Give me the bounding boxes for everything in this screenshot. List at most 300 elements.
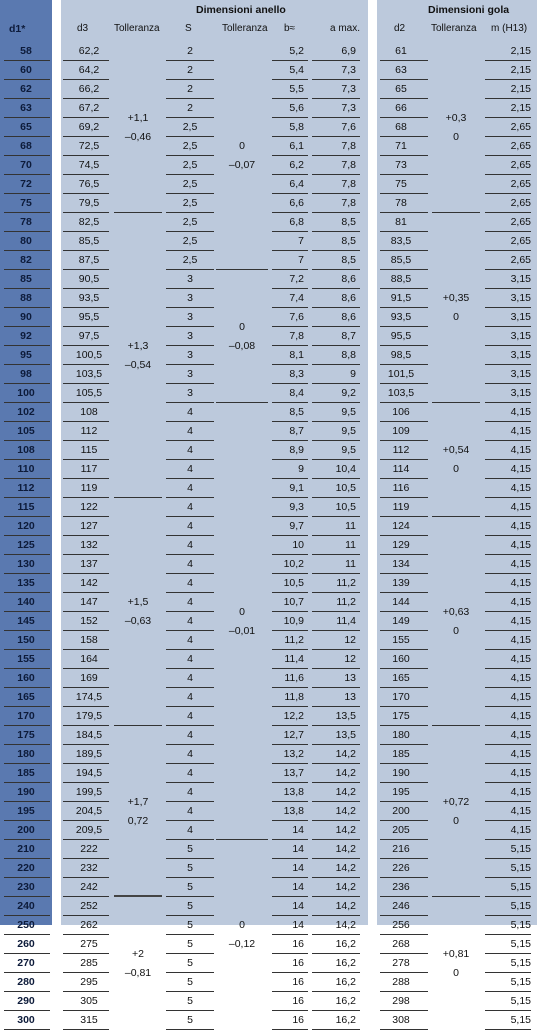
m-cell: 3,15: [510, 311, 531, 323]
a-cell: 9: [350, 368, 356, 380]
d1-cell: 100: [17, 387, 35, 399]
table-row: [0, 650, 537, 669]
d3-cell: 67,2: [78, 102, 100, 114]
b-cell: 5,8: [289, 121, 304, 133]
b-cell: 11,2: [284, 634, 304, 646]
a-cell: 9,5: [341, 406, 356, 418]
b-cell: 8,5: [289, 406, 304, 418]
s-cell: 3: [187, 292, 193, 304]
a-cell: 7,6: [341, 121, 356, 133]
d3-cell: 62,2: [78, 45, 100, 57]
d1-cell: 110: [17, 463, 35, 475]
d1-cell: 72: [20, 178, 32, 190]
a-cell: 7,3: [341, 83, 356, 95]
d2-cell: 85,5: [390, 254, 412, 266]
ring-s-tolerance-plus: 0: [239, 140, 245, 152]
b-cell: 14: [292, 843, 304, 855]
table-row: [0, 194, 537, 213]
table-row: [0, 574, 537, 593]
s-cell: 5: [187, 957, 193, 969]
s-cell: 4: [187, 615, 193, 627]
d1-cell: 80: [20, 235, 32, 247]
s-cell: 4: [187, 444, 193, 456]
d3-cell: 64,2: [78, 64, 100, 76]
s-cell: 2,5: [182, 140, 198, 152]
d1-cell: 78: [20, 216, 32, 228]
d2-cell: 78: [395, 197, 407, 209]
b-cell: 8,7: [289, 425, 304, 437]
table-row: [0, 175, 537, 194]
d3-tolerance-group-separator: [114, 725, 162, 726]
d1-cell: 92: [20, 330, 32, 342]
table-row: [0, 897, 537, 916]
a-cell: 8,5: [341, 235, 356, 247]
m-cell: 2,65: [510, 121, 531, 133]
ring-s-tolerance-group-separator: [216, 269, 268, 270]
d1-cell: 165: [17, 691, 35, 703]
b-cell: 5,5: [289, 83, 304, 95]
s-cell: 4: [187, 634, 193, 646]
m-cell: 4,15: [510, 539, 531, 551]
d3-cell: 209,5: [75, 824, 103, 836]
a-cell: 14,2: [335, 881, 356, 893]
d2-tolerance-plus: +0,63: [442, 605, 470, 618]
d3-cell: 222: [80, 843, 98, 855]
s-cell: 4: [187, 672, 193, 684]
d1-cell: 175: [17, 729, 35, 741]
s-cell: 4: [187, 520, 193, 532]
d2-cell: 170: [392, 691, 410, 703]
d3-cell: 72,5: [78, 140, 100, 152]
m-cell: 4,15: [510, 786, 531, 798]
m-cell: 4,15: [510, 805, 531, 817]
a-cell: 11: [345, 520, 356, 532]
m-cell: 2,15: [510, 83, 531, 95]
a-cell: 16,2: [335, 1014, 356, 1026]
s-cell: 4: [187, 710, 193, 722]
d1-cell: 185: [17, 767, 35, 779]
a-cell: 14,2: [335, 862, 356, 874]
a-cell: 9,2: [341, 387, 356, 399]
s-cell: 3: [187, 387, 193, 399]
a-cell: 16,2: [335, 938, 356, 950]
d1-cell: 190: [17, 786, 35, 798]
d3-cell: 152: [80, 615, 98, 627]
b-cell: 7,2: [289, 273, 304, 285]
m-cell: 2,65: [510, 216, 531, 228]
d1-cell: 112: [17, 482, 35, 494]
ring-s-tolerance-group-separator: [216, 839, 268, 840]
d2-cell: 124: [392, 520, 410, 532]
a-cell: 10,5: [335, 482, 356, 494]
d1-cell: 95: [20, 349, 32, 361]
d1-cell: 140: [17, 596, 35, 608]
d1-cell: 260: [17, 938, 35, 950]
d1-cell: 290: [17, 995, 35, 1007]
d1-cell: 180: [17, 748, 35, 760]
table-row: [0, 61, 537, 80]
m-cell: 4,15: [510, 406, 531, 418]
d3-tolerance-plus: +1,7: [127, 795, 149, 808]
d3-cell: 174,5: [75, 691, 103, 703]
b-cell: 10,5: [283, 577, 304, 589]
d2-cell: 195: [392, 786, 410, 798]
d2-tolerance-plus: +0,54: [442, 444, 470, 456]
d3-cell: 90,5: [78, 273, 100, 285]
d1-cell: 58: [20, 45, 32, 57]
s-cell: 4: [187, 577, 193, 589]
d2-tolerance-group-separator: [432, 725, 480, 726]
a-cell: 13: [344, 672, 356, 684]
b-cell: 16: [292, 938, 304, 950]
s-cell: 5: [187, 919, 193, 931]
a-cell: 14,2: [335, 786, 356, 798]
d2-cell: 106: [392, 406, 410, 418]
d2-cell: 216: [392, 843, 410, 855]
d3-cell: 194,5: [75, 767, 103, 779]
b-cell: 8,4: [289, 387, 304, 399]
ring-s-tolerance-plus: 0: [239, 919, 245, 931]
s-cell: 5: [187, 881, 193, 893]
d3-cell: 184,5: [75, 729, 103, 741]
m-cell: 5,15: [510, 862, 531, 874]
d2-cell: 268: [392, 938, 410, 950]
d1-cell: 125: [17, 539, 35, 551]
m-cell: 2,65: [510, 235, 531, 247]
m-cell: 4,15: [510, 748, 531, 760]
d2-tolerance-group-separator: [432, 896, 480, 897]
d2-cell: 95,5: [390, 330, 412, 342]
section-rule: [114, 895, 162, 897]
table-row: [0, 498, 537, 517]
b-cell: 7: [298, 254, 304, 266]
d3-cell: 66,2: [78, 83, 100, 95]
m-cell: 3,15: [510, 273, 531, 285]
b-cell: 11,6: [284, 672, 304, 684]
d3-cell: 85,5: [78, 235, 100, 247]
m-cell: 5,15: [510, 995, 531, 1007]
table-row: [0, 992, 537, 1011]
d1-cell: 82: [20, 254, 32, 266]
ring-s-tolerance-minus: –0,08: [228, 339, 256, 352]
s-cell: 4: [187, 653, 193, 665]
ring-s-tolerance-minus: –0,01: [228, 624, 256, 637]
d1-cell: 85: [20, 273, 32, 285]
d2-cell: 81: [395, 216, 407, 228]
m-cell: 5,15: [510, 919, 531, 931]
m-cell: 5,15: [510, 957, 531, 969]
d1-cell: 230: [17, 881, 35, 893]
d2-tolerance-plus: +0,35: [442, 292, 470, 304]
table-row: [0, 878, 537, 897]
s-cell: 3: [187, 311, 193, 323]
d3-tolerance-plus: +1,3: [127, 339, 149, 352]
m-cell: 5,15: [510, 900, 531, 912]
d3-cell: 189,5: [75, 748, 103, 760]
d1-cell: 63: [20, 102, 32, 114]
d1-cell: 115: [17, 501, 35, 513]
a-cell: 14,2: [335, 843, 356, 855]
d2-cell: 160: [392, 653, 410, 665]
a-cell: 8,5: [341, 254, 356, 266]
d3-cell: 147: [80, 596, 98, 608]
d3-tolerance-group-separator: [114, 497, 162, 498]
ring-dimensions-header: Dimensioni anello: [196, 4, 286, 16]
m-cell: 5,15: [510, 1014, 531, 1026]
a-cell: 13,5: [335, 710, 356, 722]
m-cell: 2,65: [510, 178, 531, 190]
d2-cell: 175: [392, 710, 410, 722]
m-cell: 2,65: [510, 254, 531, 266]
a-cell: 11: [345, 558, 356, 570]
a-cell: 7,8: [341, 197, 356, 209]
d2-tolerance-minus: 0: [453, 966, 459, 979]
m-cell: 5,15: [510, 938, 531, 950]
d2-cell: 205: [392, 824, 410, 836]
b-cell: 7,6: [289, 311, 304, 323]
d3-cell: 132: [80, 539, 98, 551]
a-cell: 14,2: [335, 824, 356, 836]
d3-tolerance-minus: –0,46: [124, 130, 152, 143]
d3-cell: 169: [80, 672, 98, 684]
d2-cell: 149: [392, 615, 410, 627]
d2-tolerance-minus: 0: [453, 130, 459, 143]
a-cell: 7,3: [341, 102, 356, 114]
d2-tolerance-minus: 0: [453, 463, 459, 475]
s-cell: 4: [187, 786, 193, 798]
d3-cell: 305: [80, 995, 98, 1007]
d2-cell: 226: [392, 862, 410, 874]
d2-cell: 101,5: [387, 368, 415, 380]
d3-cell: 117: [80, 463, 98, 475]
b-cell: 9,1: [289, 482, 304, 494]
m-cell: 2,15: [510, 102, 531, 114]
s-cell: 2,5: [182, 121, 198, 133]
d3-cell: 87,5: [78, 254, 100, 266]
b-cell: 13,2: [283, 748, 304, 760]
b-cell: 7,8: [289, 330, 304, 342]
d3-cell: 179,5: [75, 710, 103, 722]
d1-column-header: d1*: [9, 23, 26, 35]
b-cell: 13,7: [283, 767, 304, 779]
m-cell: 3,15: [510, 349, 531, 361]
b-cell: 13,8: [283, 805, 304, 817]
d3-cell: 76,5: [78, 178, 100, 190]
table-row: [0, 213, 537, 232]
d2-cell: 63: [395, 64, 407, 76]
s-cell: 4: [187, 805, 193, 817]
d1-cell: 135: [17, 577, 35, 589]
b-cell: 14: [292, 862, 304, 874]
d2-cell: 83,5: [390, 235, 412, 247]
m-cell: 3,15: [510, 368, 531, 380]
d3-column-header: d3: [77, 23, 89, 34]
d3-cell: 275: [80, 938, 98, 950]
d3-cell: 232: [80, 862, 98, 874]
table-row: [0, 42, 537, 61]
d1-cell: 220: [17, 862, 35, 874]
d3-cell: 115: [80, 444, 98, 456]
d3-tolerance-header: Tolleranza: [114, 23, 160, 34]
table-row: [0, 840, 537, 859]
d2-cell: 139: [392, 577, 410, 589]
m-cell: 4,15: [510, 425, 531, 437]
a-cell: 8,8: [341, 349, 356, 361]
d1-cell: 210: [17, 843, 35, 855]
s-cell: 5: [187, 938, 193, 950]
d2-cell: 68: [395, 121, 407, 133]
table-row: [0, 764, 537, 783]
s-cell: 2,5: [182, 216, 198, 228]
b-cell: 7,4: [289, 292, 304, 304]
s-cell: 2,5: [182, 254, 198, 266]
d1-cell: 70: [20, 159, 32, 171]
d2-cell: 109: [392, 425, 410, 437]
m-cell: 2,15: [510, 64, 531, 76]
m-cell: 5,15: [510, 976, 531, 988]
d2-cell: 308: [392, 1014, 410, 1026]
d2-cell: 288: [392, 976, 410, 988]
b-cell: 10: [292, 539, 304, 551]
d2-cell: 134: [392, 558, 410, 570]
a-cell: 7,8: [341, 159, 356, 171]
s-cell: 4: [187, 558, 193, 570]
s-cell: 5: [187, 1014, 193, 1026]
a-cell: 13: [344, 691, 356, 703]
d3-tolerance-minus: –0,63: [124, 615, 152, 627]
d2-tolerance-plus: +0,72: [442, 795, 470, 808]
s-cell: 4: [187, 824, 193, 836]
m-cell: 4,15: [510, 824, 531, 836]
b-cell: 14: [292, 881, 304, 893]
d2-tolerance-group-separator: [432, 402, 480, 403]
b-cell: 16: [292, 957, 304, 969]
d2-cell: 119: [392, 501, 410, 513]
a-max-column-header: a max.: [330, 23, 361, 34]
ring-s-tolerance-minus: –0,12: [228, 938, 256, 950]
m-cell: 4,15: [510, 577, 531, 589]
d1-cell: 240: [17, 900, 35, 912]
d3-cell: 122: [80, 501, 98, 513]
d3-tolerance-minus: 0,72: [127, 814, 149, 827]
d3-cell: 285: [80, 957, 98, 969]
table-row: [0, 403, 537, 422]
d3-cell: 158: [80, 634, 98, 646]
table-row: [0, 517, 537, 536]
d2-cell: 66: [395, 102, 407, 114]
d2-tolerance-plus: +0,81: [442, 947, 470, 960]
b-cell: 12,2: [283, 710, 304, 722]
a-cell: 9,5: [341, 425, 356, 437]
m-cell: 5,15: [510, 843, 531, 855]
d1-cell: 145: [17, 615, 35, 627]
s-cell: 2,5: [182, 178, 198, 190]
a-cell: 14,2: [335, 748, 356, 760]
s-cell: 5: [187, 843, 193, 855]
a-cell: 7,8: [341, 178, 356, 190]
s-cell: 5: [187, 976, 193, 988]
d2-cell: 165: [392, 672, 410, 684]
d2-cell: 116: [392, 482, 410, 494]
d1-cell: 280: [17, 976, 35, 988]
d3-cell: 262: [80, 919, 98, 931]
table-row: [0, 365, 537, 384]
s-cell: 3: [187, 330, 193, 342]
b-cell: 6,6: [289, 197, 304, 209]
s-cell: 5: [187, 862, 193, 874]
d3-tolerance-group-separator: [114, 212, 162, 213]
d3-cell: 82,5: [78, 216, 100, 228]
d1-cell: 102: [17, 406, 35, 418]
ring-s-tolerance-plus: 0: [239, 320, 245, 333]
groove-dimensions-header: Dimensioni gola: [428, 4, 510, 16]
d2-cell: 71: [395, 140, 407, 152]
a-cell: 11: [345, 539, 356, 551]
b-cell: 9,3: [289, 501, 304, 513]
s-cell: 4: [187, 729, 193, 741]
a-cell: 16,2: [335, 957, 356, 969]
d1-cell: 98: [20, 368, 32, 380]
s-cell: 4: [187, 748, 193, 760]
d1-cell: 105: [17, 425, 35, 437]
d1-cell: 155: [17, 653, 35, 665]
s-cell: 2,5: [182, 235, 198, 247]
m-cell: 4,15: [510, 482, 531, 494]
a-cell: 16,2: [335, 995, 356, 1007]
s-cell: 2,5: [182, 197, 198, 209]
d3-cell: 137: [80, 558, 98, 570]
a-cell: 8,7: [341, 330, 356, 342]
s-cell: 4: [187, 539, 193, 551]
m-cell: 2,65: [510, 197, 531, 209]
b-cell: 6,2: [289, 159, 304, 171]
m-cell: 2,65: [510, 140, 531, 152]
a-cell: 12: [344, 634, 356, 646]
d3-cell: 103,5: [75, 368, 103, 380]
d1-cell: 250: [17, 919, 35, 931]
d2-cell: 91,5: [390, 292, 412, 304]
s-cell: 2: [187, 45, 193, 57]
d3-tolerance-plus: +2: [132, 947, 144, 960]
d3-tolerance-plus: +1,1: [127, 111, 149, 124]
d1-cell: 65: [20, 121, 32, 133]
a-cell: 14,2: [335, 919, 356, 931]
d3-cell: 242: [80, 881, 98, 893]
d1-cell: 200: [17, 824, 35, 836]
d3-cell: 199,5: [75, 786, 103, 798]
m-cell: 5,15: [510, 881, 531, 893]
a-cell: 6,9: [341, 45, 356, 57]
table-row: [0, 384, 537, 403]
d2-column-header: d2: [394, 23, 406, 34]
a-cell: 12: [344, 653, 356, 665]
a-cell: 8,6: [341, 273, 356, 285]
table-row: [0, 669, 537, 688]
s-cell: 2: [187, 64, 193, 76]
s-tolerance-header: Tolleranza: [222, 23, 268, 34]
m-column-header: m (H13): [491, 23, 528, 34]
b-cell: 14: [292, 919, 304, 931]
d3-cell: 108: [80, 406, 98, 418]
b-cell: 16: [292, 995, 304, 1007]
d1-cell: 300: [17, 1014, 35, 1026]
d1-cell: 75: [20, 197, 32, 209]
d3-cell: 93,5: [78, 292, 100, 304]
s-cell: 3: [187, 273, 193, 285]
b-cell: 6,1: [289, 140, 304, 152]
s-cell: 4: [187, 691, 193, 703]
b-cell: 8,3: [289, 368, 304, 380]
